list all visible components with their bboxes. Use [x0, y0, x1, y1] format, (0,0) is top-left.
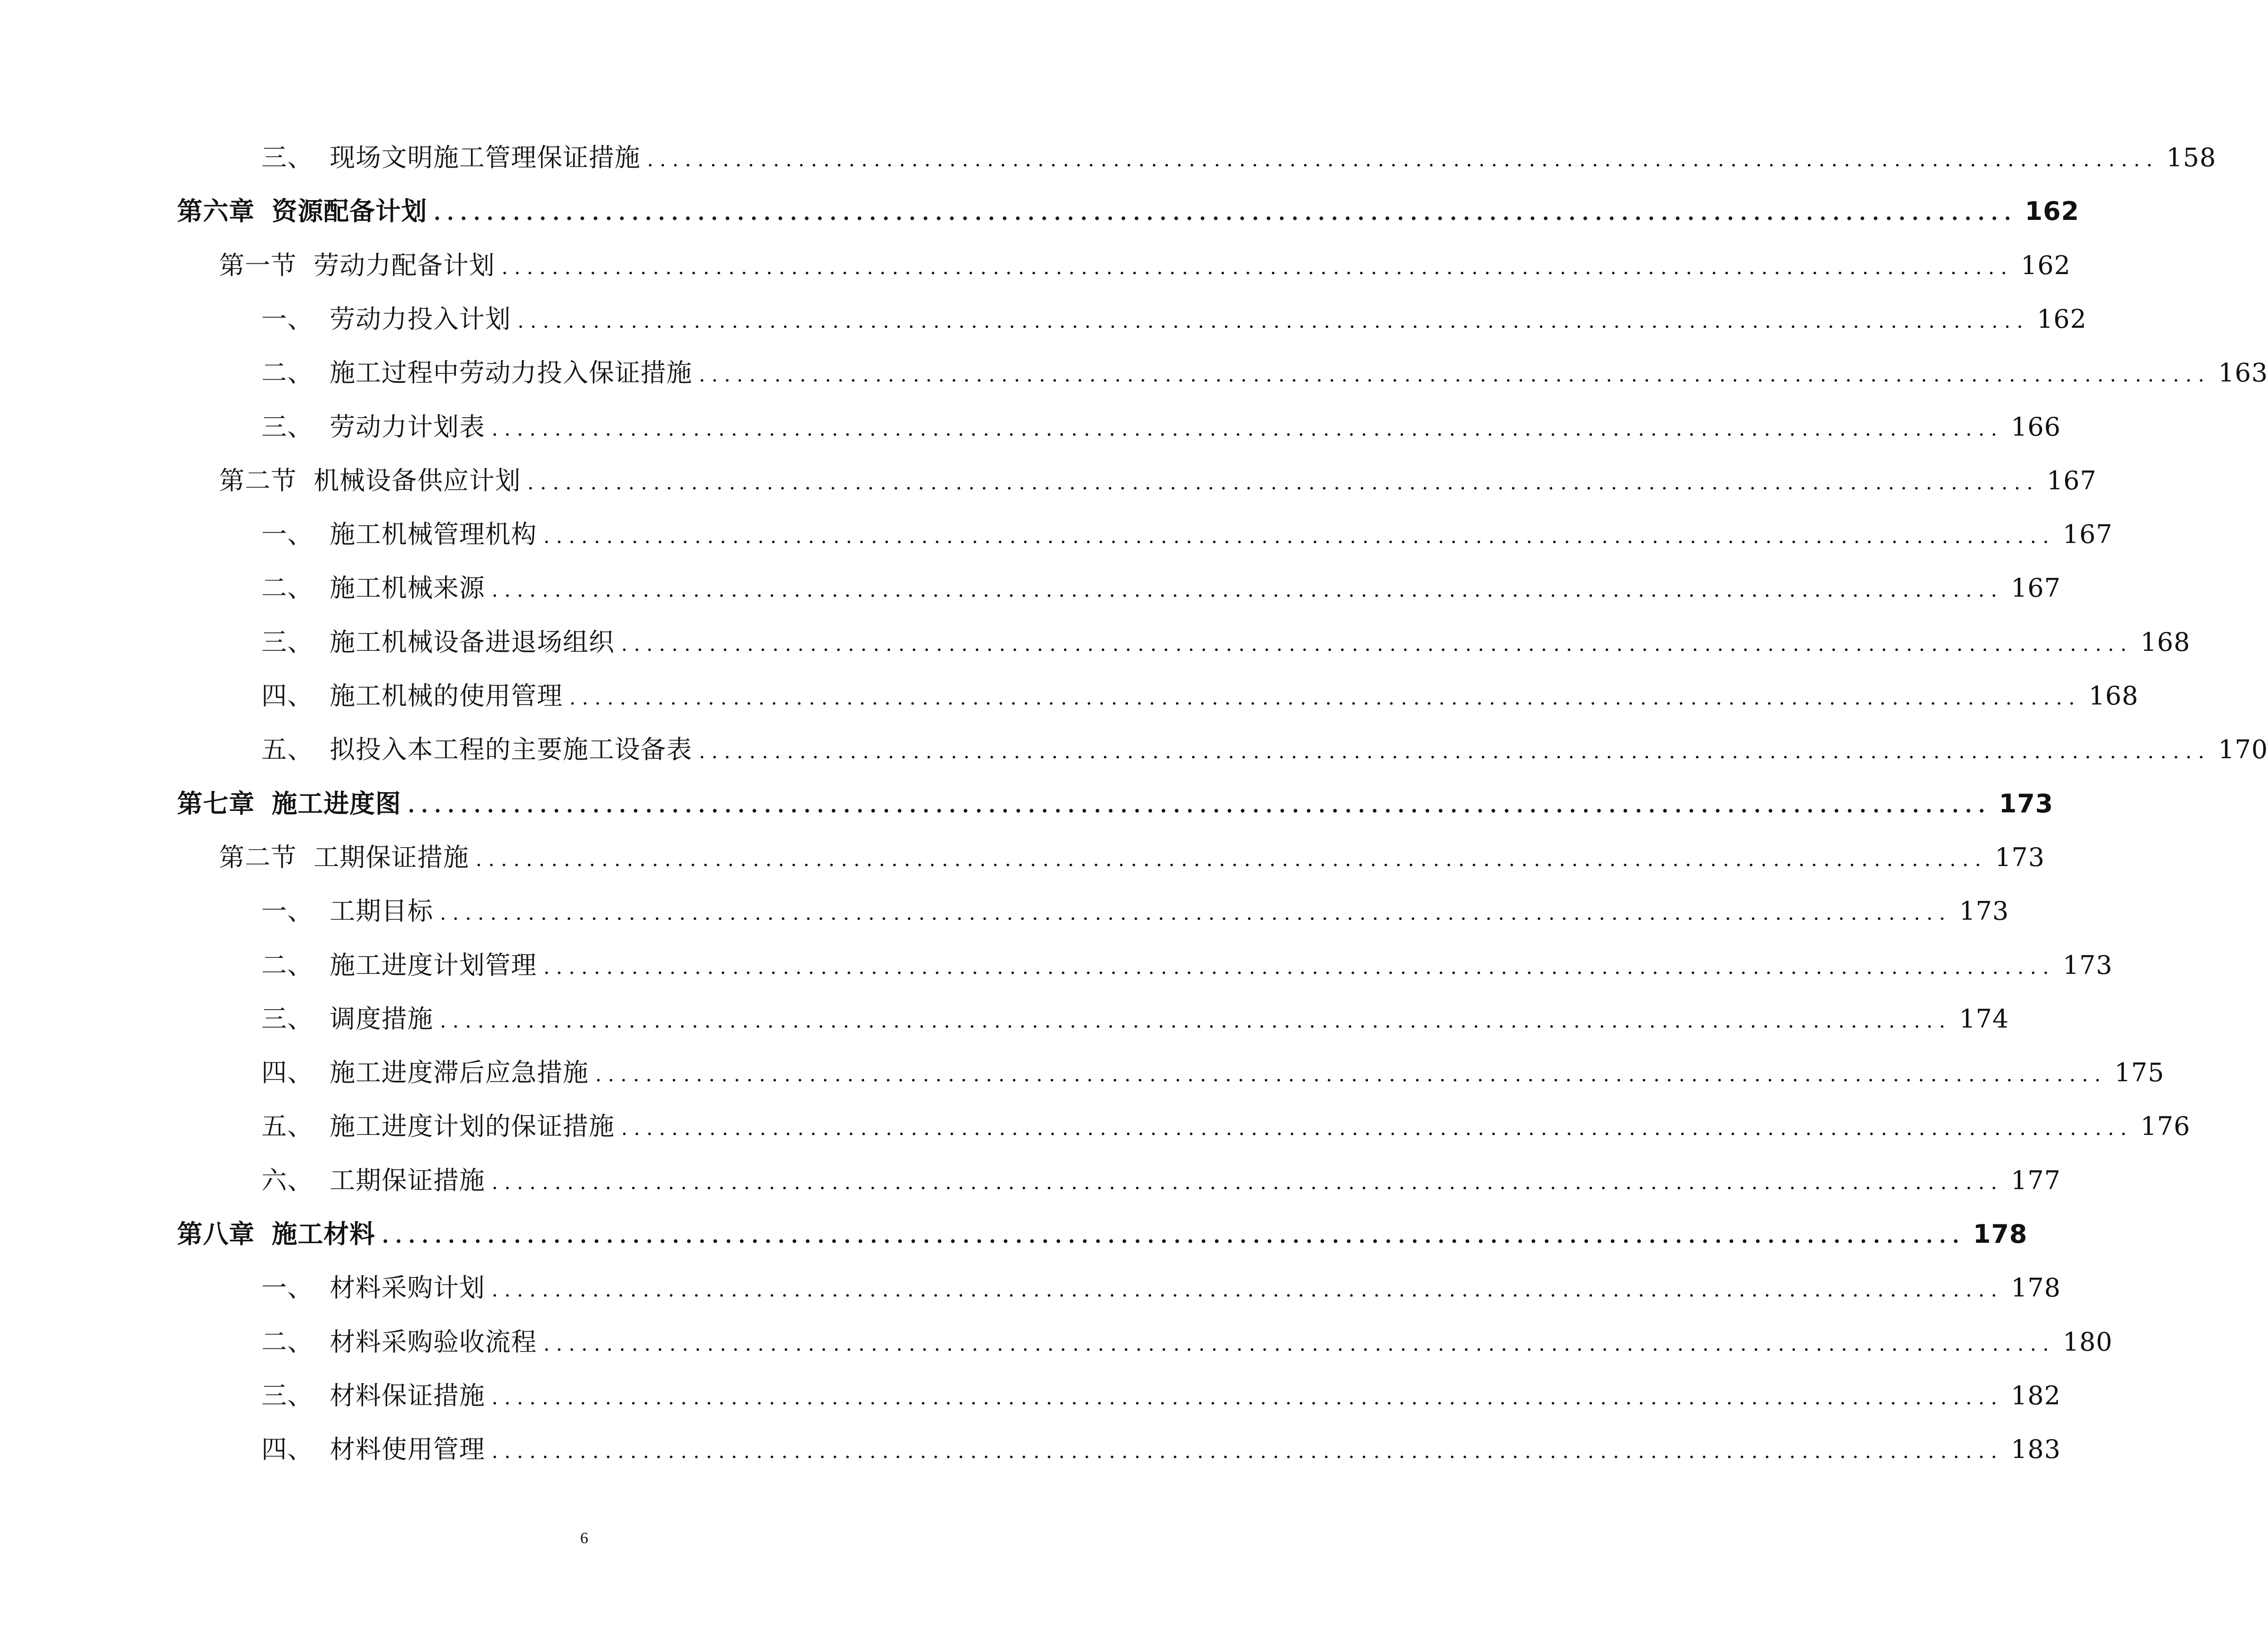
toc-entry-number: 二、 — [261, 1327, 313, 1357]
toc-entry-title: 劳动力计划表 — [330, 412, 485, 442]
toc-entry-page: 168 — [2140, 627, 2191, 657]
toc-entry[interactable] — [261, 891, 2009, 938]
toc-entry-title: 劳动力投入计划 — [330, 304, 511, 334]
toc-entry-page: 176 — [2140, 1111, 2191, 1141]
toc-entry-number: 三、 — [261, 412, 313, 442]
toc-entry-page: 162 — [2021, 251, 2071, 280]
toc-entry-title: 施工进度计划管理 — [330, 950, 537, 980]
toc-entry-title: 施工进度计划的保证措施 — [330, 1111, 615, 1141]
toc-entry-page: 173 — [2063, 950, 2113, 980]
toc-entry-page: 158 — [2166, 143, 2217, 172]
toc-entry-page: 173 — [1999, 789, 2054, 818]
toc-entry[interactable] — [261, 1429, 2061, 1476]
toc-entry-page: 182 — [2011, 1381, 2061, 1410]
toc-entry[interactable] — [261, 1160, 2061, 1207]
toc-entry-title: 施工机械设备进退场组织 — [330, 627, 615, 657]
toc-entry-page: 162 — [2025, 196, 2080, 226]
toc-entry-page: 162 — [2037, 304, 2087, 334]
toc-entry-page: 178 — [1973, 1219, 2028, 1249]
toc-entry-page: 170 — [2218, 735, 2268, 764]
dot-leader: ........................................................................................................................ — [476, 848, 1988, 871]
dot-leader: ........................................................................................................................ — [543, 956, 2056, 979]
toc-entry-number: 第二节 — [219, 842, 297, 872]
toc-entry[interactable] — [261, 1322, 2113, 1369]
toc-entry-number: 六、 — [261, 1166, 313, 1195]
toc-entry-number: 三、 — [261, 1381, 313, 1410]
toc-entry-page: 166 — [2011, 412, 2061, 442]
toc-entry-title: 施工材料 — [272, 1219, 375, 1249]
toc-entry-title: 施工进度图 — [272, 788, 401, 818]
toc-entry-title: 劳动力配备计划 — [314, 251, 495, 280]
toc-entry-page: 163 — [2218, 358, 2268, 388]
dot-leader: ........................................................................................................................ — [621, 1117, 2133, 1140]
toc-entry-number: 一、 — [261, 896, 313, 926]
dot-leader: ........................................................................................................................ — [699, 740, 2211, 763]
toc-entry[interactable] — [261, 622, 2191, 669]
toc-entry-number: 四、 — [261, 1058, 313, 1087]
toc-entry-number: 三、 — [261, 143, 313, 172]
toc-entry-title: 材料采购验收流程 — [330, 1327, 537, 1357]
toc-entry-title: 材料采购计划 — [330, 1273, 485, 1303]
dot-leader: ........................................................................................................................ — [492, 417, 2004, 440]
dot-leader: ........................................................................................................................ — [408, 794, 1992, 817]
toc-entry-number: 五、 — [261, 735, 313, 764]
toc-entry-page: 167 — [2011, 573, 2061, 603]
toc-entry-title: 拟投入本工程的主要施工设备表 — [330, 735, 692, 764]
dot-leader: ........................................................................................................................ — [621, 632, 2133, 656]
toc-entry-page: 167 — [2047, 466, 2097, 495]
toc-entry-number: 一、 — [261, 1273, 313, 1303]
toc-entry-number: 三、 — [261, 1004, 313, 1034]
toc-entry-number: 第二节 — [219, 466, 297, 495]
dot-leader: ........................................................................................................................ — [647, 148, 2159, 171]
toc-entry-title: 机械设备供应计划 — [314, 466, 521, 495]
toc-entry[interactable] — [261, 407, 2061, 454]
toc-entry[interactable] — [261, 1268, 2061, 1315]
toc-section-entry[interactable] — [219, 461, 2097, 508]
toc-chapter-entry[interactable] — [177, 784, 2054, 831]
toc-entry-title: 材料保证措施 — [330, 1381, 485, 1410]
toc-entry[interactable] — [261, 945, 2113, 992]
toc-entry[interactable] — [261, 299, 2087, 346]
toc-entry-number: 四、 — [261, 681, 313, 711]
toc-entry-title: 施工机械的使用管理 — [330, 681, 563, 711]
toc-entry-page: 183 — [2011, 1434, 2061, 1464]
dot-leader: ........................................................................................................................ — [492, 578, 2004, 601]
toc-entry-page: 173 — [1995, 842, 2045, 872]
toc-entry-number: 二、 — [261, 358, 313, 388]
toc-entry[interactable] — [261, 999, 2009, 1046]
toc-entry-page: 173 — [1959, 896, 2009, 926]
toc-entry[interactable] — [261, 1106, 2191, 1153]
toc-entry[interactable] — [261, 729, 2268, 777]
dot-leader: ........................................................................................................................ — [543, 525, 2056, 548]
toc-section-entry[interactable] — [219, 245, 2071, 292]
toc-entry-page: 167 — [2063, 519, 2113, 549]
dot-leader: ........................................................................................................................ — [699, 363, 2211, 386]
toc-entry-number: 第一节 — [219, 251, 297, 280]
toc-entry[interactable] — [261, 676, 2139, 723]
toc-entry-number: 四、 — [261, 1434, 313, 1464]
toc-chapter-entry[interactable] — [177, 1214, 2028, 1261]
toc-entry-title: 施工进度滞后应急措施 — [330, 1058, 589, 1087]
dot-leader: ........................................................................................................................ — [492, 1440, 2004, 1463]
toc-entry-number: 一、 — [261, 519, 313, 549]
dot-leader: ........................................................................................................................ — [492, 1386, 2004, 1409]
dot-leader: ........................................................................................................................ — [527, 471, 2040, 494]
toc-entry-page: 175 — [2114, 1058, 2165, 1087]
dot-leader: ........................................................................................................................ — [492, 1278, 2004, 1301]
toc-entry-number: 一、 — [261, 304, 313, 334]
page-number: 6 — [580, 1530, 588, 1547]
toc-entry-page: 174 — [1959, 1004, 2009, 1034]
toc-entry-title: 施工过程中劳动力投入保证措施 — [330, 358, 692, 388]
toc-entry-page: 168 — [2089, 681, 2139, 711]
toc-entry[interactable] — [261, 568, 2061, 615]
toc-entry[interactable] — [261, 1376, 2061, 1423]
toc-entry-number: 五、 — [261, 1111, 313, 1141]
dot-leader: ........................................................................................................................ — [502, 256, 2014, 279]
toc-entry[interactable] — [261, 353, 2268, 400]
dot-leader: ........................................................................................................................ — [440, 901, 1952, 924]
toc-entry-page: 178 — [2011, 1273, 2061, 1303]
toc-entry-title: 工期目标 — [330, 896, 433, 926]
dot-leader: ........................................................................................................................ — [440, 1009, 1952, 1032]
dot-leader: ........................................................................................................................ — [595, 1063, 2107, 1086]
toc-entry[interactable] — [261, 138, 2217, 185]
toc-chapter-entry[interactable] — [177, 191, 2080, 238]
toc-entry-page: 180 — [2063, 1327, 2113, 1357]
toc-entry-title: 施工机械管理机构 — [330, 519, 537, 549]
toc-entry-number: 二、 — [261, 950, 313, 980]
toc-entry-title: 材料使用管理 — [330, 1434, 485, 1464]
toc-entry-title: 施工机械来源 — [330, 573, 485, 603]
dot-leader: ........................................................................................................................ — [434, 202, 2017, 225]
dot-leader: ........................................................................................................................ — [569, 686, 2082, 709]
toc-entry-title: 资源配备计划 — [272, 196, 427, 226]
toc-entry-number: 第七章 — [177, 788, 255, 818]
toc-entry-title: 现场文明施工管理保证措施 — [330, 143, 640, 172]
toc-entry-page: 177 — [2011, 1166, 2061, 1195]
toc-entry[interactable] — [261, 514, 2113, 561]
toc-section-entry[interactable] — [219, 837, 2045, 884]
toc-entry-title: 工期保证措施 — [330, 1166, 485, 1195]
dot-leader: ........................................................................................................................ — [518, 309, 2030, 332]
dot-leader: ........................................................................................................................ — [543, 1332, 2056, 1355]
toc-entry-number: 二、 — [261, 573, 313, 603]
toc-entry-number: 第六章 — [177, 196, 255, 226]
dot-leader: ........................................................................................................................ — [492, 1171, 2004, 1194]
toc-entry-number: 第八章 — [177, 1219, 255, 1249]
toc-entry[interactable] — [261, 1053, 2165, 1100]
dot-leader: ........................................................................................................................ — [382, 1224, 1966, 1247]
toc-entry-title: 调度措施 — [330, 1004, 433, 1034]
toc-entry-title: 工期保证措施 — [314, 842, 469, 872]
toc-entry-number: 三、 — [261, 627, 313, 657]
